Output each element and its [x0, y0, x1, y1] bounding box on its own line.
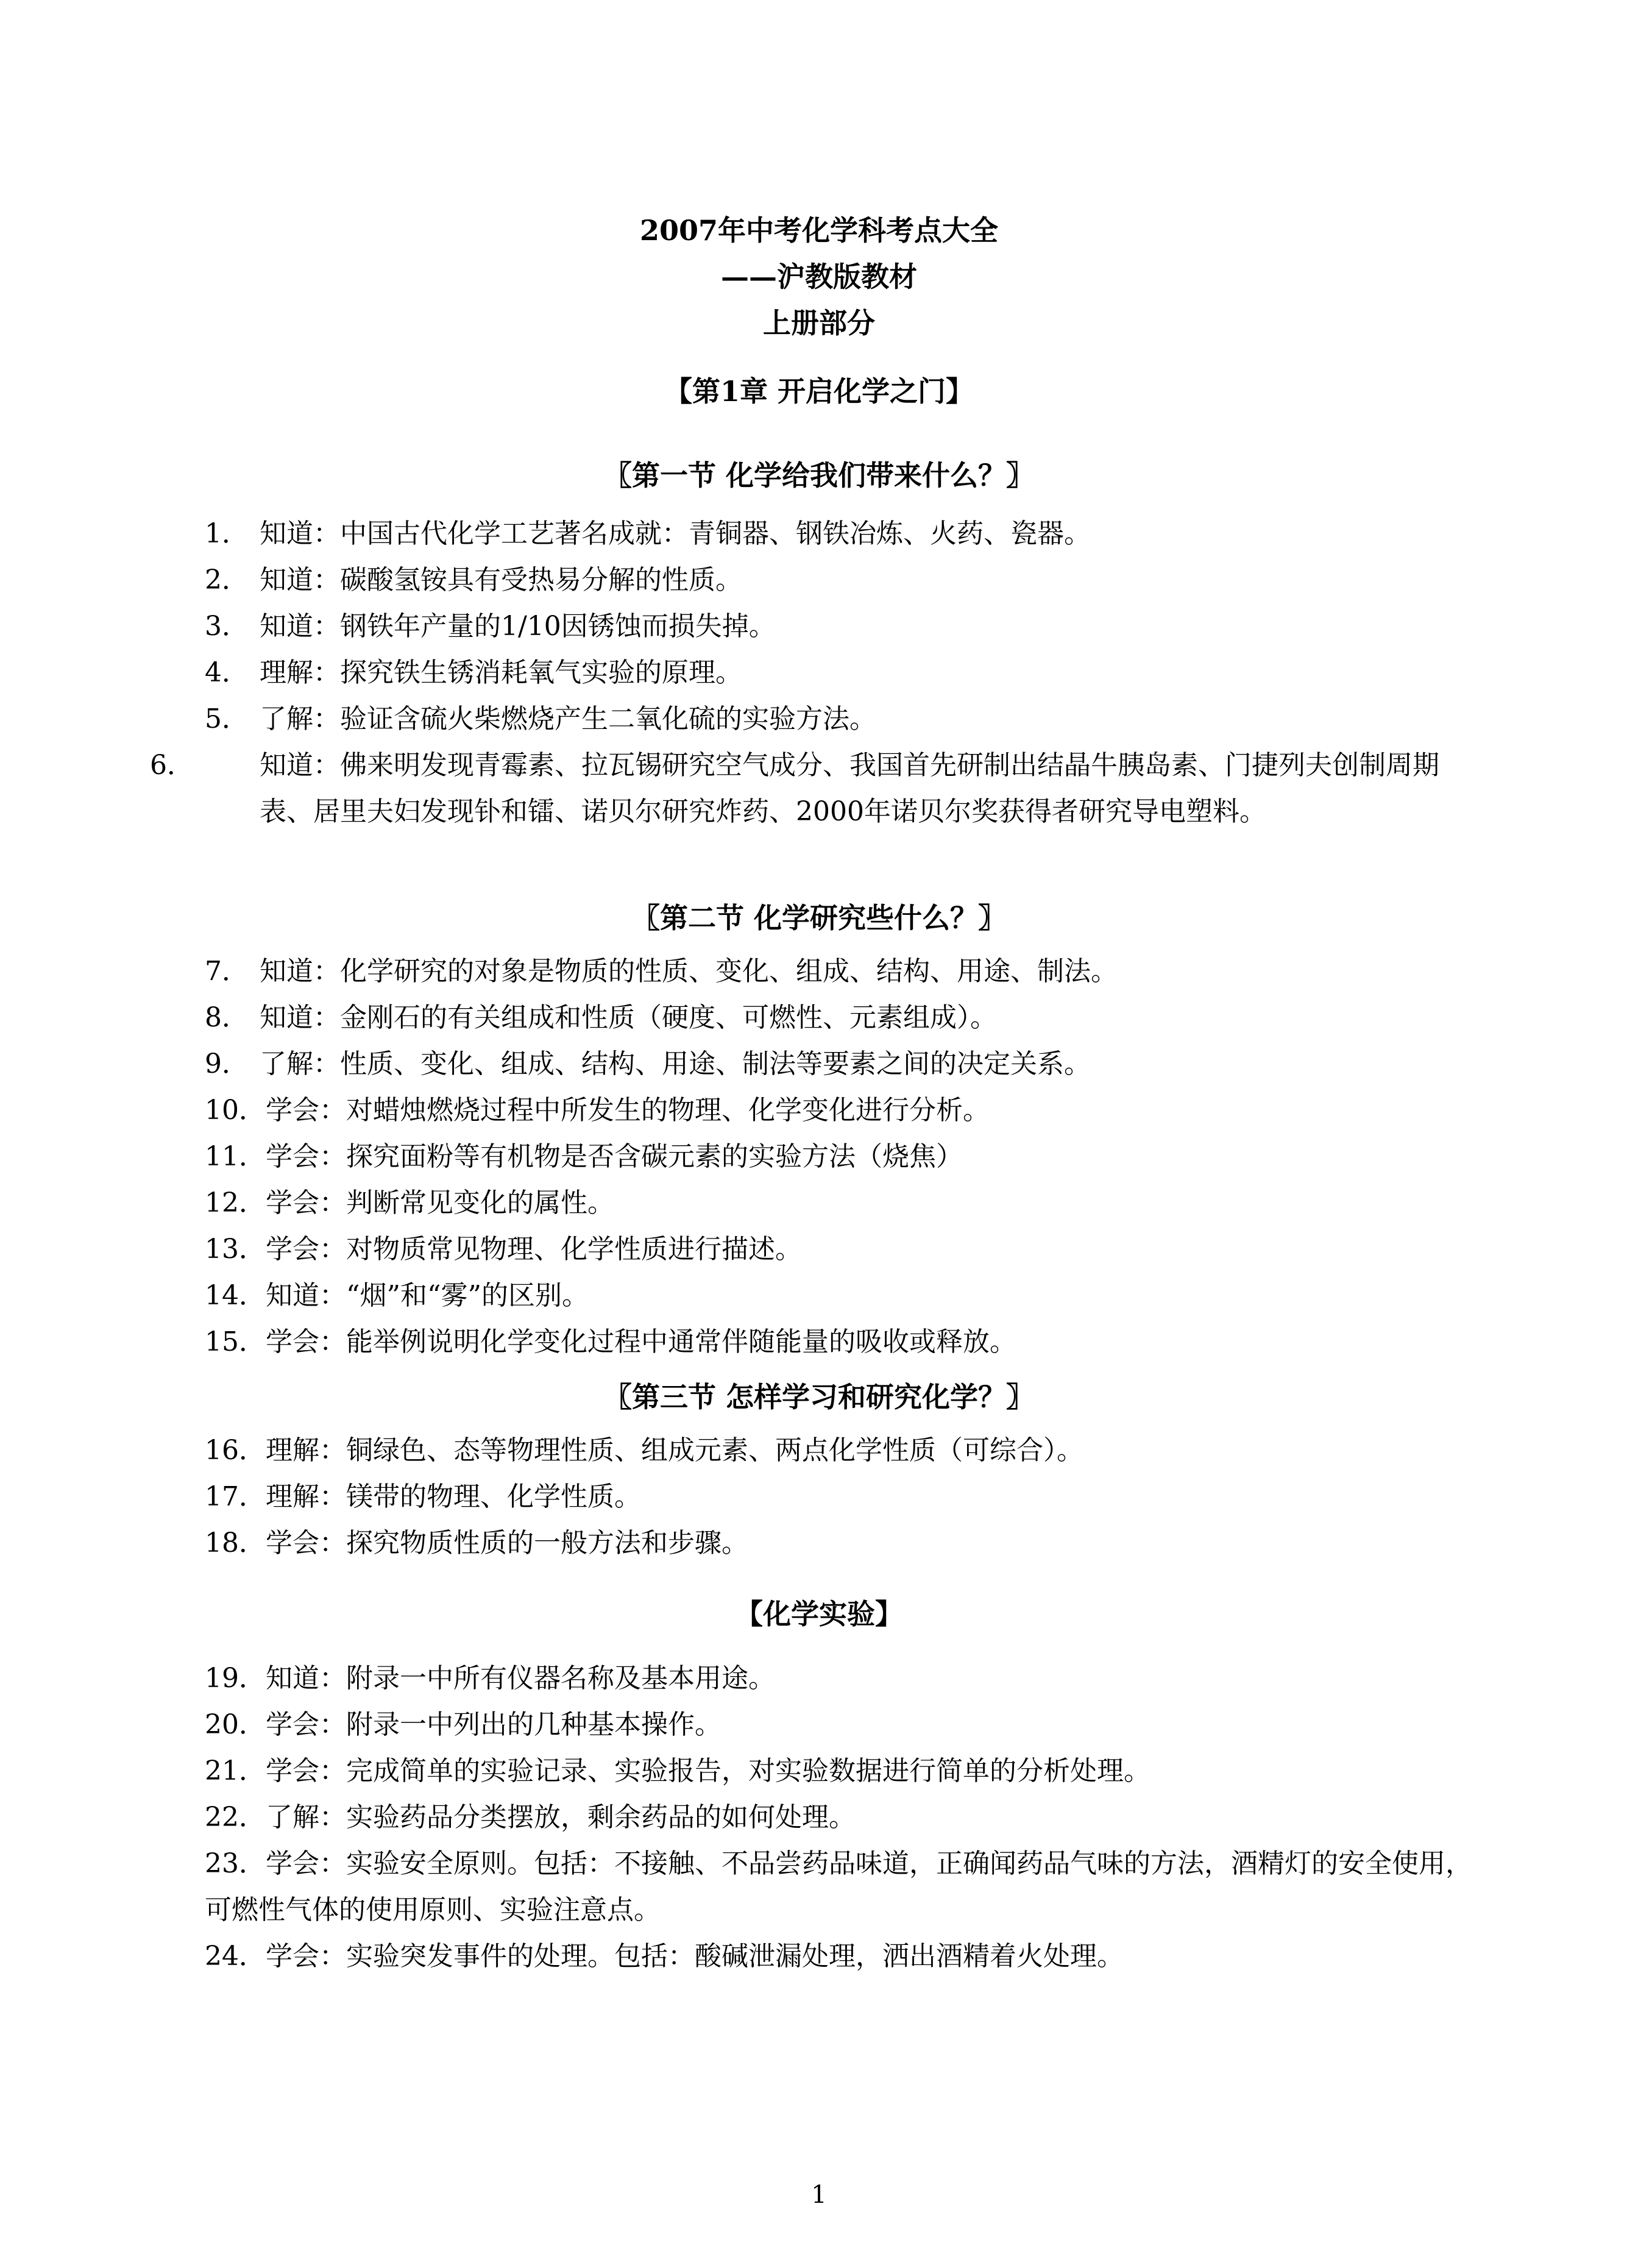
list-item — [205, 511, 1472, 557]
list-item — [205, 1180, 1472, 1226]
item-text: 知道：金刚石的有关组成和性质（硬度、可燃性、元素组成）。 — [260, 1002, 997, 1033]
item-text: 学会：能举例说明化学变化过程中通常伴随能量的吸收或释放。 — [266, 1326, 1016, 1357]
item-number: 14． — [205, 1280, 266, 1311]
document-title: 2007年中考化学科考点大全 — [639, 214, 999, 247]
list-item — [205, 1087, 1472, 1134]
item-number: 12． — [205, 1187, 266, 1218]
item-text: 知道：附录一中所有仪器名称及基本用途。 — [266, 1663, 775, 1694]
list-item — [205, 995, 1472, 1041]
item-text: 学会：实验安全原则。包括：不接触、不品尝药品味道，正确闻药品气味的方法，酒精灯的安全使用，可燃性气体的使用原则、实验注意点。 — [205, 1848, 1472, 1925]
document-subtitle: ——沪教版教材 — [721, 260, 917, 293]
list-item — [205, 557, 1472, 603]
item-text: 学会：探究面粉等有机物是否含碳元素的实验方法（烧焦） — [266, 1141, 963, 1172]
item-number: 13． — [205, 1234, 266, 1265]
item-text: 了解：实验药品分类摆放，剩余药品的如何处理。 — [266, 1802, 856, 1833]
item-number: 15． — [205, 1326, 266, 1357]
item-number: 8． — [205, 1002, 249, 1033]
item-text: 学会：实验突发事件的处理。包括：酸碱泄漏处理，洒出酒精着火处理。 — [266, 1941, 1124, 1972]
list-item — [205, 1134, 1472, 1180]
item-text: 学会：探究物质性质的一般方法和步骤。 — [266, 1527, 748, 1559]
item-text: 了解：性质、变化、组成、结构、用途、制法等要素之间的决定关系。 — [260, 1048, 1091, 1079]
item-number: 5． — [205, 703, 249, 734]
item-text: 知道：碳酸氢铵具有受热易分解的性质。 — [260, 564, 742, 595]
item-text: 理解：镁带的物理、化学性质。 — [266, 1481, 641, 1512]
list-item — [205, 1794, 1472, 1841]
item-number: 16． — [205, 1435, 266, 1466]
item-number: 18． — [205, 1527, 266, 1559]
item-number: 7． — [205, 956, 249, 987]
document-part: 上册部分 — [763, 307, 875, 339]
list-item — [205, 696, 1472, 742]
item-number: 17． — [205, 1481, 266, 1512]
chapter-heading: 【第1章 开启化学之门】 — [664, 375, 974, 408]
item-text: 知道：化学研究的对象是物质的性质、变化、组成、结构、用途、制法。 — [260, 956, 1118, 987]
item-number: 20． — [205, 1709, 266, 1740]
item-number: 19． — [205, 1663, 266, 1694]
item-text: 知道：佛来明发现青霉素、拉瓦锡研究空气成分、我国首先研制出结晶牛胰岛素、门捷列夫创制周期表、居里夫妇发现钋和镭、诺贝尔研究炸药、2000年诺贝尔奖获得者研究导电塑料。 — [260, 750, 1439, 827]
list-item — [205, 1041, 1472, 1087]
list-item — [205, 1273, 1472, 1319]
experiments-heading: 【化学实验】 — [735, 1598, 903, 1630]
item-text: 学会：对物质常见物理、化学性质进行描述。 — [266, 1234, 802, 1265]
list-item — [205, 1841, 1472, 1933]
item-number: 4． — [205, 657, 249, 688]
item-number: 22． — [205, 1802, 266, 1833]
item-text: 知道：钢铁年产量的1/10因锈蚀而损失掉。 — [260, 611, 776, 642]
item-number: 9． — [205, 1048, 249, 1079]
list-item — [205, 948, 1472, 995]
list-item — [205, 1655, 1472, 1702]
item-number: 1． — [205, 518, 249, 549]
item-number: 11． — [205, 1141, 266, 1172]
item-text: 学会：判断常见变化的属性。 — [266, 1187, 614, 1218]
item-number: 2． — [205, 564, 249, 595]
section-heading-3: 〖第三节 怎样学习和研究化学？〗 — [603, 1381, 1034, 1413]
list-item — [205, 1319, 1472, 1365]
list-item — [205, 1520, 1472, 1566]
item-text: 学会：完成简单的实验记录、实验报告，对实验数据进行简单的分析处理。 — [266, 1755, 1150, 1786]
item-number: 3． — [205, 611, 249, 642]
item-text: 学会：附录一中列出的几种基本操作。 — [266, 1709, 722, 1740]
item-text: 理解：探究铁生锈消耗氧气实验的原理。 — [260, 657, 742, 688]
item-text: 知道：中国古代化学工艺著名成就：青铜器、钢铁冶炼、火药、瓷器。 — [260, 518, 1091, 549]
section-heading-2: 〖第二节 化学研究些什么？〗 — [631, 901, 1006, 934]
page-number: 1 — [811, 2181, 827, 2209]
list-item — [150, 742, 1478, 835]
list-item — [205, 1427, 1472, 1474]
item-text: 理解：铜绿色、态等物理性质、组成元素、两点化学性质（可综合）。 — [266, 1435, 1083, 1466]
list-item — [205, 650, 1472, 696]
item-number: 24． — [205, 1941, 266, 1972]
item-text: 学会：对蜡烛燃烧过程中所发生的物理、化学变化进行分析。 — [266, 1095, 990, 1126]
item-text: 知道：“烟”和“雾”的区别。 — [266, 1280, 589, 1311]
list-item — [205, 1748, 1472, 1794]
item-number: 23． — [205, 1848, 266, 1879]
list-item — [205, 603, 1472, 650]
item-number: 10． — [205, 1095, 266, 1126]
list-item — [205, 1702, 1472, 1748]
item-text: 了解：验证含硫火柴燃烧产生二氧化硫的实验方法。 — [260, 703, 876, 734]
item-number: 6． — [150, 750, 194, 781]
section-heading-1: 〖第一节 化学给我们带来什么？〗 — [603, 459, 1034, 492]
list-item — [205, 1933, 1472, 1980]
list-item — [205, 1226, 1472, 1273]
list-item — [205, 1474, 1472, 1520]
item-number: 21． — [205, 1755, 266, 1786]
